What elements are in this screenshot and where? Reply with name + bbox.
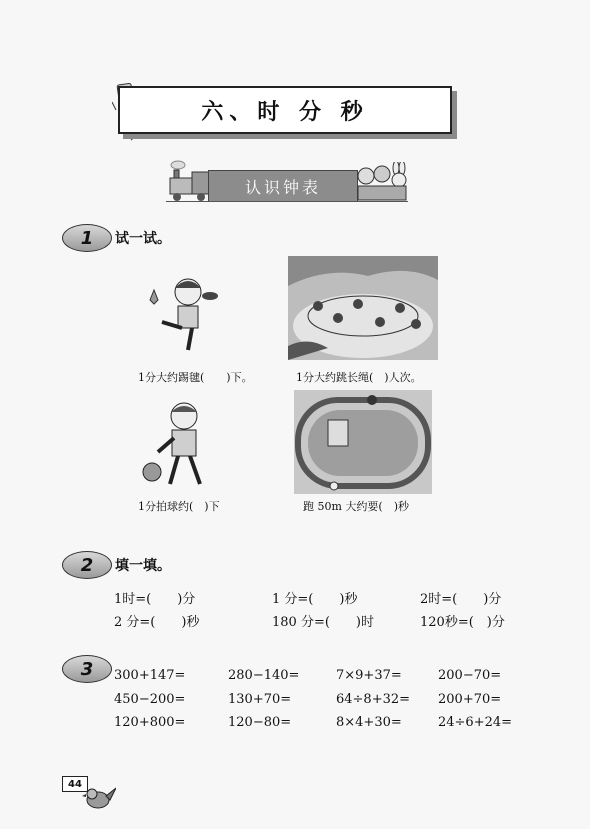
girl-kicking-shuttlecock-illustration (140, 272, 220, 356)
chapter-title: 六、时 分 秒 (201, 98, 369, 125)
calc-item: 200+70= (438, 692, 502, 707)
calc-item: 280−140= (228, 668, 300, 683)
lesson-title: 认识钟表 (244, 177, 321, 197)
fill-item: 2时=( )分 (420, 592, 502, 607)
fill-item: 1时=( )分 (114, 592, 196, 607)
caption-rope: 1分大约跳长绳( )人次。 (296, 371, 422, 384)
chapter-title-banner (118, 86, 452, 134)
section-1-badge (62, 224, 112, 252)
section-2-number: 2 (80, 554, 94, 576)
boy-bouncing-ball-illustration (138, 398, 218, 492)
section-3-badge (62, 655, 112, 683)
calc-item: 300+147= (114, 668, 186, 683)
fill-item: 1 分=( )秒 (272, 592, 358, 607)
caption-shuttlecock: 1分大约踢毽( )下。 (138, 371, 253, 384)
section-1-number: 1 (80, 227, 94, 249)
bird-icon (82, 782, 116, 812)
caption-ball: 1分拍球约( )下 (138, 500, 220, 513)
calc-item: 200−70= (438, 668, 502, 683)
fill-item: 180 分=( )时 (272, 615, 374, 630)
section-3-number: 3 (80, 658, 94, 680)
section-2-badge (62, 551, 112, 579)
section-2-label: 填一填。 (115, 558, 171, 574)
calc-item: 64÷8+32= (336, 692, 411, 707)
fill-item: 120秒=( )分 (420, 615, 505, 630)
children-jumping-rope-illustration (288, 256, 438, 360)
calc-item: 7×9+37= (336, 668, 402, 683)
lesson-title-underline (166, 201, 408, 202)
section-1-label: 试一试。 (115, 231, 171, 247)
calc-item: 450−200= (114, 692, 186, 707)
running-track-illustration (294, 390, 432, 494)
calc-item: 120−80= (228, 715, 292, 730)
calc-item: 24÷6+24= (438, 715, 513, 730)
calc-item: 8×4+30= (336, 715, 402, 730)
lesson-title-banner (208, 170, 358, 202)
calc-item: 120+800= (114, 715, 186, 730)
calc-item: 130+70= (228, 692, 292, 707)
children-rabbit-icon (352, 162, 408, 204)
caption-run: 跑 50m 大约要( )秒 (303, 500, 410, 513)
page-number-text: 44 (68, 778, 82, 790)
fill-item: 2 分=( )秒 (114, 615, 200, 630)
